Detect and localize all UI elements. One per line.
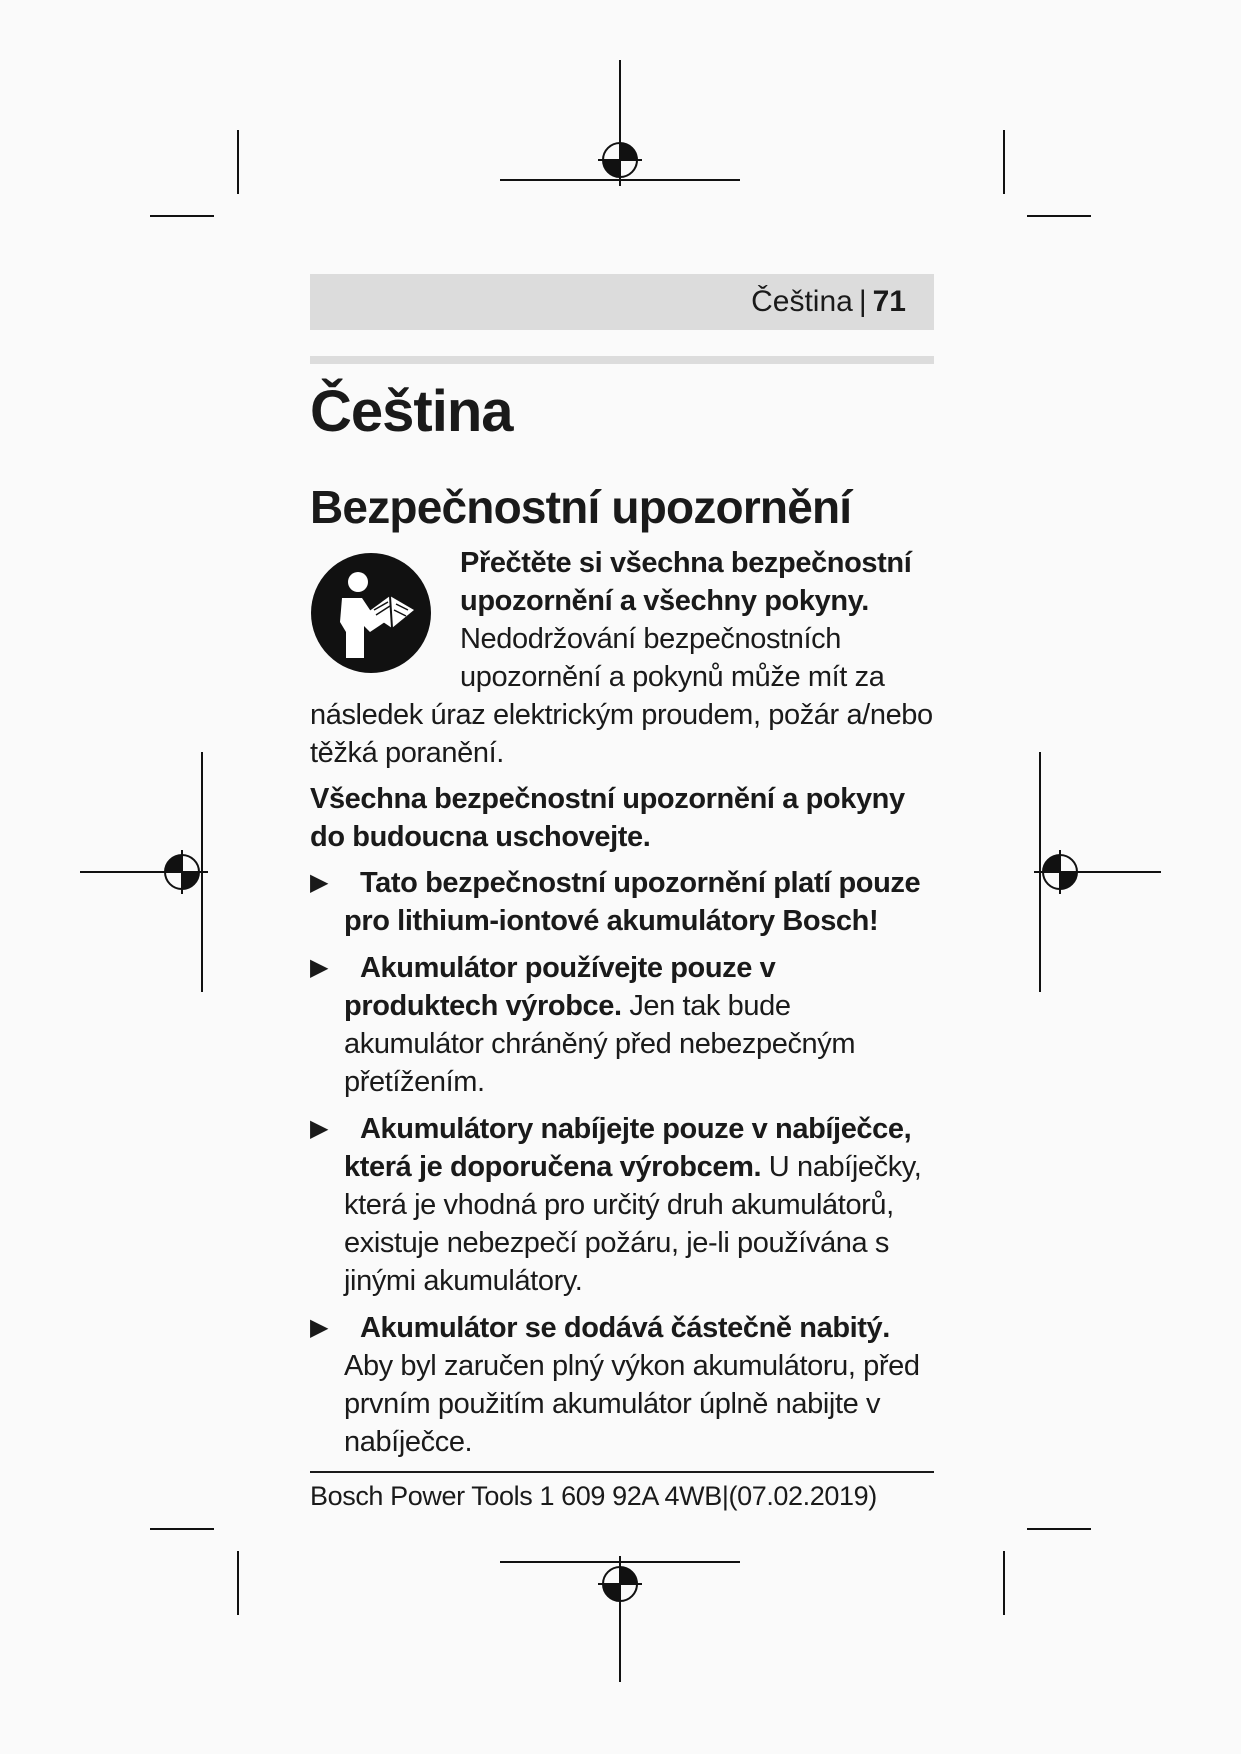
keep-note bbox=[310, 780, 934, 856]
bullet-bold: Tato bezpečnostní upozornění platí pouze pro lithium-iontové akumulátory Bosch! bbox=[344, 867, 921, 937]
list-item bbox=[310, 1309, 934, 1461]
bullet-arrow-icon: ▶ bbox=[310, 954, 329, 981]
intro-text: Nedodržování bezpečnostních upozornění a pokynů může mít za následek úraz elektrickým proudem, požár a/nebo těžká poranění. bbox=[310, 623, 933, 769]
section-title: Bezpečnostní upozornění bbox=[310, 481, 852, 533]
bullet-bold: Akumulátor se dodává částečně nabitý. bbox=[360, 1312, 890, 1344]
bullet-text: U nabíječky, která je vhodná pro určitý druh akumulátorů, existuje nebezpečí požáru, je-li používána s jinými akumulátory. bbox=[344, 1151, 922, 1297]
keep-note-text: Všechna bezpečnostní upozornění a pokyny do budoucna uschovejte. bbox=[310, 783, 905, 853]
read-manual-icon bbox=[310, 552, 432, 674]
bullet-text: Aby byl zaručen plný výkon akumulátoru, před prvním použitím akumulátor úplně nabijte v nabíječce. bbox=[344, 1350, 920, 1458]
bullet-arrow-icon: ▶ bbox=[310, 869, 329, 896]
footer-rule bbox=[310, 1471, 934, 1473]
list-item bbox=[310, 864, 934, 940]
footer-doc-number: 1 609 92A 4WB bbox=[539, 1481, 722, 1511]
intro-paragraph bbox=[310, 544, 934, 772]
header-rule bbox=[310, 356, 934, 364]
intro-bold: Přečtěte si všechna bezpečnostní upozornění a všechny pokyny. bbox=[460, 547, 912, 617]
bullet-bold: Akumulátor používejte pouze v produktech výrobce. bbox=[344, 952, 776, 1022]
bullet-list bbox=[310, 864, 934, 1461]
page-footer bbox=[310, 1478, 934, 1514]
footer-date: (07.02.2019) bbox=[728, 1481, 877, 1511]
running-header bbox=[310, 274, 934, 330]
header-separator: | bbox=[858, 285, 867, 318]
list-item bbox=[310, 949, 934, 1101]
header-language: Čeština bbox=[751, 285, 853, 318]
bullet-bold: Akumulátory nabíjejte pouze v nabíječce, která je doporučena výrobcem. bbox=[344, 1113, 912, 1183]
page-title: Čeština bbox=[310, 379, 513, 444]
page-number: 71 bbox=[872, 285, 906, 318]
bullet-arrow-icon: ▶ bbox=[310, 1115, 329, 1142]
main-content bbox=[310, 372, 934, 1470]
bullet-arrow-icon: ▶ bbox=[310, 1314, 329, 1341]
footer-brand: Bosch Power Tools bbox=[310, 1481, 533, 1511]
bullet-text: Jen tak bude akumulátor chráněný před nebezpečným přetížením. bbox=[344, 990, 856, 1098]
footer-separator: | bbox=[721, 1481, 729, 1511]
list-item bbox=[310, 1110, 934, 1300]
